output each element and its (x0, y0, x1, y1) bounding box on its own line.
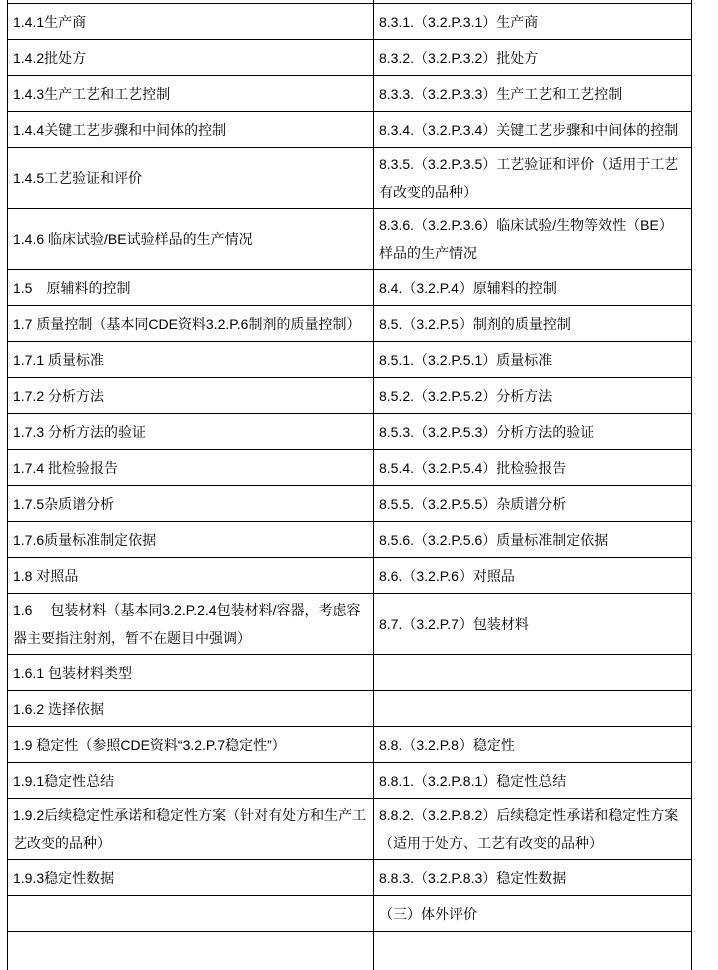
left-cell: 1.9 稳定性（参照CDE资料“3.2.P.7稳定性”） (8, 727, 374, 763)
left-cell: 1.7.3 分析方法的验证 (8, 414, 374, 450)
right-cell: （三）体外评价 (374, 896, 692, 932)
left-cell: 1.7.5杂质谱分析 (8, 486, 374, 522)
left-cell: 1.7.6质量标准制定依据 (8, 522, 374, 558)
right-cell: 8.8.3.（3.2.P.8.3）稳定性数据 (374, 860, 692, 896)
left-cell: 1.7.1 质量标准 (8, 342, 374, 378)
table-row (8, 450, 692, 486)
left-cell: 1.6.2 选择依据 (8, 691, 374, 727)
right-cell: 8.5.3.（3.2.P.5.3）分析方法的验证 (374, 414, 692, 450)
left-cell (8, 896, 374, 932)
table-row (8, 4, 692, 40)
table-row (8, 763, 692, 799)
table-row (8, 378, 692, 414)
left-cell: 1.4.1生产商 (8, 4, 374, 40)
left-cell: 1.9.1稳定性总结 (8, 763, 374, 799)
left-cell: 1.7.4 批检验报告 (8, 450, 374, 486)
left-cell: 1.9.3稳定性数据 (8, 860, 374, 896)
table-row (8, 655, 692, 691)
table-row (8, 76, 692, 112)
table-row (8, 860, 692, 896)
table-row (8, 270, 692, 306)
table-row (8, 691, 692, 727)
right-cell: 8.3.1.（3.2.P.3.1）生产商 (374, 4, 692, 40)
left-cell: 1.9.2后续稳定性承诺和稳定性方案（针对有处方和生产工艺改变的品种） (8, 799, 374, 860)
right-cell (374, 932, 692, 970)
left-cell: 1.4.5工艺验证和评价 (8, 148, 374, 209)
table-row (8, 594, 692, 655)
right-cell: 8.6.（3.2.P.6）对照品 (374, 558, 692, 594)
right-cell: 8.3.6.（3.2.P.3.6）临床试验/生物等效性（BE）样品的生产情况 (374, 209, 692, 270)
right-cell: 8.5.4.（3.2.P.5.4）批检验报告 (374, 450, 692, 486)
left-cell: 1.7.2 分析方法 (8, 378, 374, 414)
right-cell: 8.5.（3.2.P.5）制剂的质量控制 (374, 306, 692, 342)
table-row (8, 558, 692, 594)
right-cell: 8.3.3.（3.2.P.3.3）生产工艺和工艺控制 (374, 76, 692, 112)
cutoff-row-bottom (8, 932, 692, 970)
right-cell: 8.5.6.（3.2.P.5.6）质量标准制定依据 (374, 522, 692, 558)
right-cell: 8.8.（3.2.P.8）稳定性 (374, 727, 692, 763)
right-cell (374, 655, 692, 691)
table-row (8, 40, 692, 76)
table-row (8, 342, 692, 378)
table-row (8, 799, 692, 860)
table-row (8, 209, 692, 270)
left-cell: 1.6 包装材料（基本同3.2.P.2.4包装材料/容器，考虑容器主要指注射剂，暂不在题目中强调） (8, 594, 374, 655)
right-cell: 8.3.2.（3.2.P.3.2）批处方 (374, 40, 692, 76)
right-cell: 8.3.4.（3.2.P.3.4）关键工艺步骤和中间体的控制 (374, 112, 692, 148)
table-row (8, 112, 692, 148)
right-cell: 8.4.（3.2.P.4）原辅料的控制 (374, 270, 692, 306)
table-row (8, 727, 692, 763)
left-cell: 1.7 质量控制（基本同CDE资料3.2.P.6制剂的质量控制） (8, 306, 374, 342)
right-cell (374, 691, 692, 727)
right-cell: 8.8.2.（3.2.P.8.2）后续稳定性承诺和稳定性方案（适用于处方、工艺有改变的品种） (374, 799, 692, 860)
left-cell: 1.4.6 临床试验/BE试验样品的生产情况 (8, 209, 374, 270)
left-cell: 1.5 原辅料的控制 (8, 270, 374, 306)
table-row (8, 896, 692, 932)
left-cell (8, 932, 374, 970)
right-cell: 8.5.2.（3.2.P.5.2）分析方法 (374, 378, 692, 414)
table-row (8, 486, 692, 522)
left-cell: 1.4.2批处方 (8, 40, 374, 76)
right-cell: 8.7.（3.2.P.7）包装材料 (374, 594, 692, 655)
table-row (8, 148, 692, 209)
right-cell: 8.8.1.（3.2.P.8.1）稳定性总结 (374, 763, 692, 799)
left-cell: 1.6.1 包装材料类型 (8, 655, 374, 691)
table-row (8, 522, 692, 558)
mapping-table (7, 0, 692, 970)
left-cell: 1.8 对照品 (8, 558, 374, 594)
table-row (8, 306, 692, 342)
left-cell: 1.4.4关键工艺步骤和中间体的控制 (8, 112, 374, 148)
left-cell: 1.4.3生产工艺和工艺控制 (8, 76, 374, 112)
table-row (8, 414, 692, 450)
right-cell: 8.3.5.（3.2.P.3.5）工艺验证和评价（适用于工艺有改变的品种） (374, 148, 692, 209)
right-cell: 8.5.5.（3.2.P.5.5）杂质谱分析 (374, 486, 692, 522)
right-cell: 8.5.1.（3.2.P.5.1）质量标准 (374, 342, 692, 378)
table-body (8, 0, 692, 970)
